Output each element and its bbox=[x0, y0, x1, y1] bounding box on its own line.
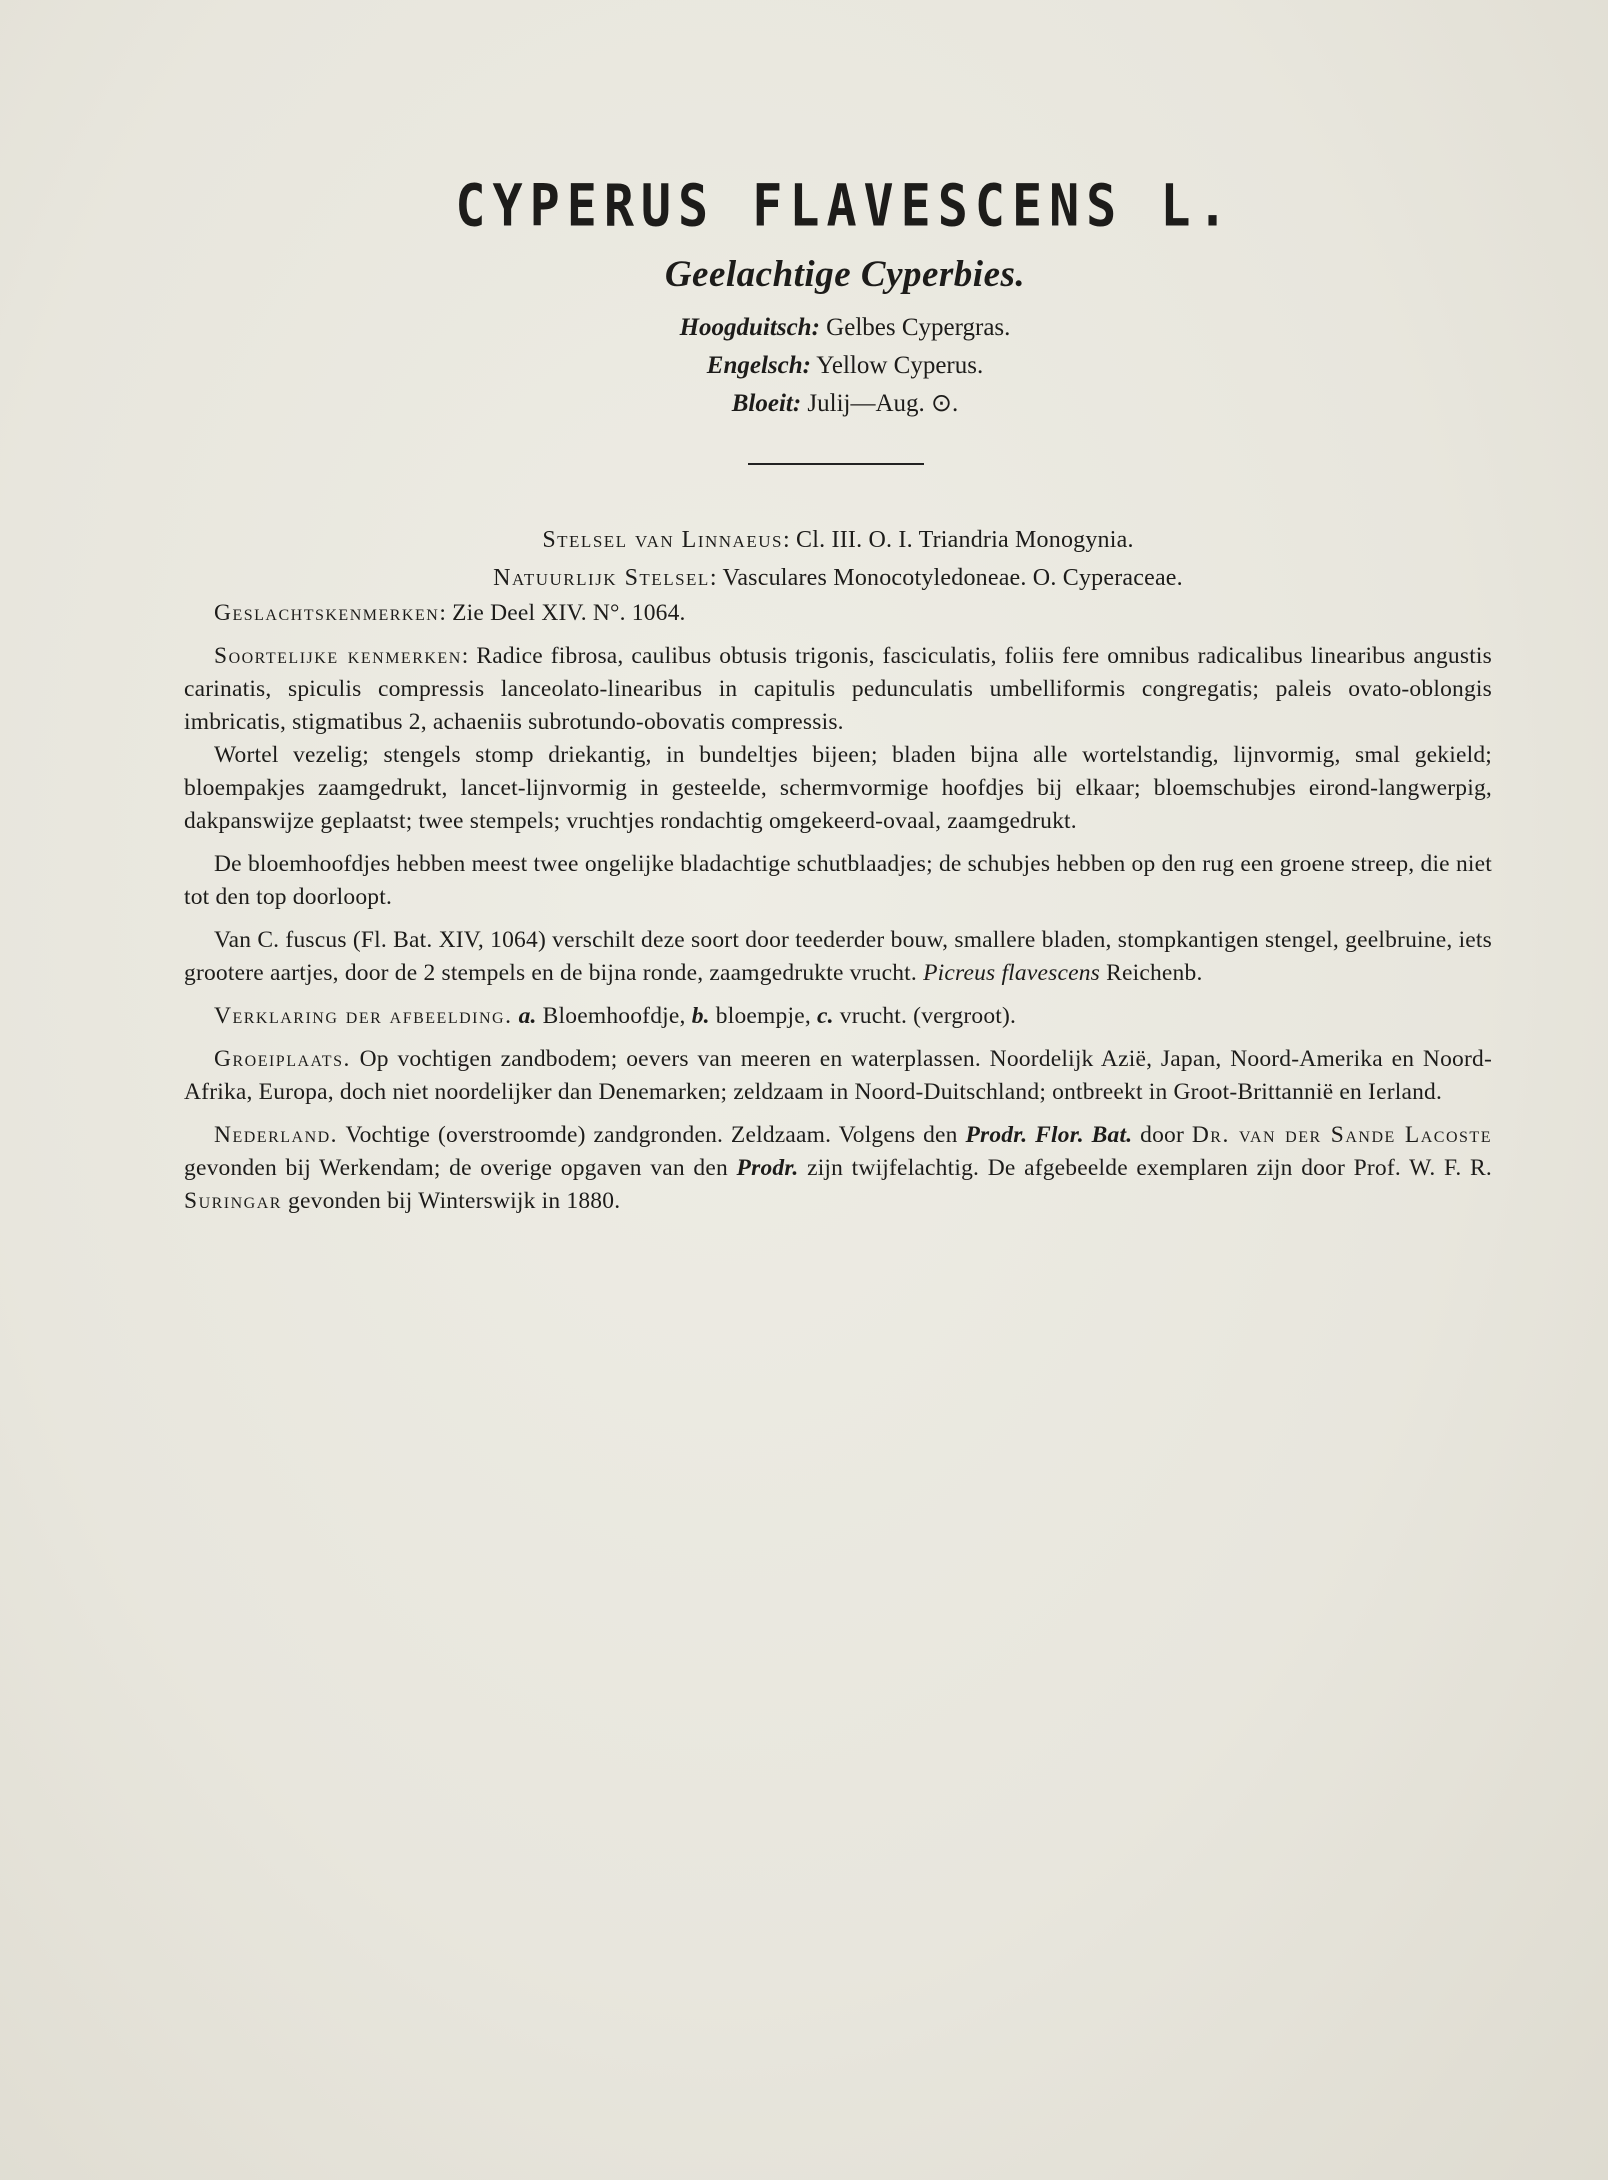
netherlands-text: gevonden bij Werkendam; de overige opgaven van den bbox=[184, 1155, 728, 1181]
species-label: Soortelijke kenmerken bbox=[214, 643, 462, 669]
comparison-paragraph bbox=[184, 924, 1492, 990]
habitat-paragraph bbox=[184, 1043, 1492, 1109]
natural-label: Natuurlijk Stelsel bbox=[493, 565, 710, 591]
page-subtitle: Geelachtige Cyperbies. bbox=[664, 254, 1026, 295]
linnaeus-system: Stelsel van Linnaeus: Cl. III. O. I. Triandria Monogynia. bbox=[542, 527, 1134, 553]
vernacular-value: Julij—Aug. ⊙. bbox=[807, 390, 959, 417]
description-paragraph: Wortel vezelig; stengels stomp driekantig, in bundeltjes bijeen; bladen bijna alle wortelstandig, lijnvormig, smal gekield; bloempakjes zaamgedrukt, lancet-lijnvormig in gesteelde, schermvormige hoofdjes bij elkaar; bloemschubjes eirond-langwerpig, dakpanswijze geplaatst; twee stempels; vruchtjes rondachtig omgekeerd-ovaal, zaamgedrukt. bbox=[184, 742, 1492, 834]
body-text bbox=[184, 521, 1492, 1218]
page-title: CYPERUS FLAVESCENS L. bbox=[455, 172, 1235, 240]
vernacular-label: Hoogduitsch bbox=[679, 314, 812, 341]
vernacular-label: Engelsch bbox=[706, 352, 803, 379]
comparison-text: Van C. fuscus (Fl. Bat. XIV, 1064) verschilt deze soort door teederder bouw, smallere bladen, stompkantigen stengel, geelbruine, iets grootere aartjes, door de 2 stempels en de bijna ronde, zaamgedrukte vrucht. bbox=[184, 927, 1492, 986]
netherlands-text: gevonden bij Winterswijk in 1880. bbox=[288, 1188, 621, 1214]
species-characteristics: Soortelijke kenmerken: Radice fibrosa, caulibus obtusis trigonis, fasciculatis, foliis fere omnibus radicalibus linearibus angustis carinatis, spiculis compressis lanceolato-linearibus in capitulis pedunculatis umbelliformis congregatis; paleis ovato-oblongis imbricatis, stigmatibus 2, achaeniis subrotundo-obovatis compressis. bbox=[184, 643, 1492, 735]
collector-name: Suringar bbox=[184, 1188, 282, 1214]
habitat-value: Op vochtigen zandbodem; oevers van meeren en waterplassen. Noordelijk Azië, Japan, Noord-Amerika en Noord-Afrika, Europa, doch niet noordelijker dan Denemarken; zeldzaam in Noord-Duitschland; ontbreekt in Groot-Brittannië en Ierland. bbox=[184, 1046, 1493, 1105]
flowering-period: Bloeit: Julij—Aug. ⊙. bbox=[731, 390, 959, 417]
prodromus-reference: Prodr. Flor. Bat. bbox=[965, 1122, 1133, 1148]
vernacular-label: Bloeit bbox=[731, 390, 793, 417]
species-value: Radice fibrosa, caulibus obtusis trigonis, fasciculatis, foliis fere omnibus radicalibus linearibus angustis carinatis, spiculis compressis lanceolato-linearibus in capitulis pedunculatis umbelliformis congregatis; paleis ovato-oblongis imbricatis, stigmatibus 2, achaeniis subrotundo-obovatis compressis. bbox=[184, 643, 1492, 735]
synonym-name: Picreus flavescens bbox=[923, 960, 1101, 986]
netherlands-paragraph bbox=[184, 1119, 1492, 1218]
collector-name: Dr. van der Sande Lacoste bbox=[1191, 1122, 1492, 1148]
linnaeus-value: Cl. III. O. I. Triandria Monogynia. bbox=[796, 527, 1134, 553]
divider-rule bbox=[748, 463, 924, 465]
figure-letter-b: b. bbox=[691, 1003, 710, 1029]
linnaeus-label: Stelsel van Linnaeus bbox=[542, 527, 783, 553]
vernacular-german: Hoogduitsch: Gelbes Cypergras. bbox=[679, 314, 1011, 341]
netherlands-text: door bbox=[1140, 1122, 1185, 1148]
figure-text-c: vrucht. (vergroot). bbox=[839, 1003, 1017, 1029]
figure-text-a: Bloemhoofdje, bbox=[542, 1003, 686, 1029]
habitat-label: Groeiplaats. bbox=[214, 1046, 351, 1072]
prodromus-reference: Prodr. bbox=[736, 1155, 799, 1181]
genus-value: Zie Deel XIV. N°. 1064. bbox=[452, 600, 686, 626]
figure-explanation bbox=[184, 1000, 1492, 1033]
note-paragraph: De bloemhoofdjes hebben meest twee ongelijke bladachtige schutblaadjes; de schubjes hebben op den rug een groene streep, die niet tot den top doorloopt. bbox=[184, 851, 1492, 910]
figure-text-b: bloempje, bbox=[715, 1003, 811, 1029]
figure-letter-c: c. bbox=[817, 1003, 834, 1029]
netherlands-text: Vochtige (overstroomde) zandgronden. Zeldzaam. Volgens den bbox=[345, 1122, 958, 1148]
figure-letter-a: a. bbox=[518, 1003, 537, 1029]
genus-label: Geslachtskenmerken bbox=[214, 600, 440, 626]
header bbox=[0, 172, 1608, 465]
vernacular-value: Gelbes Cypergras. bbox=[826, 314, 1011, 341]
synonym-author: Reichenb. bbox=[1106, 960, 1203, 986]
netherlands-label: Nederland. bbox=[214, 1122, 339, 1148]
natural-system: Natuurlijk Stelsel: Vasculares Monocotyledoneae. O. Cyperaceae. bbox=[493, 565, 1183, 591]
genus-characteristics: Geslachtskenmerken: Zie Deel XIV. N°. 1064. bbox=[214, 600, 686, 626]
explanation-label: Verklaring der afbeelding. bbox=[214, 1003, 513, 1029]
vernacular-english: Engelsch: Yellow Cyperus. bbox=[706, 352, 984, 379]
netherlands-text: zijn twijfelachtig. De afgebeelde exemplaren zijn door Prof. W. F. R. bbox=[807, 1155, 1492, 1181]
vernacular-value: Yellow Cyperus. bbox=[816, 352, 984, 379]
natural-value: Vasculares Monocotyledoneae. O. Cyperaceae. bbox=[722, 565, 1183, 591]
